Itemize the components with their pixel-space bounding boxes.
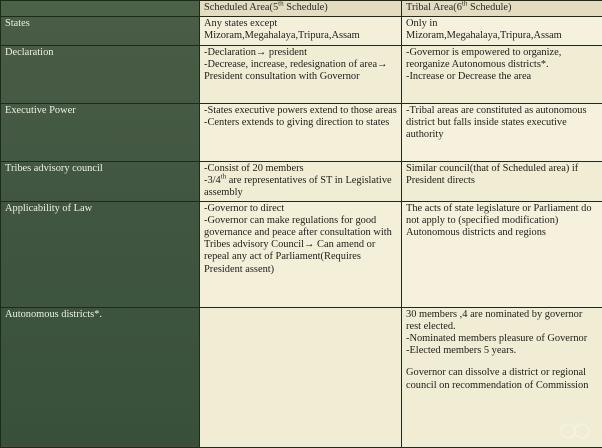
scheduled-autonomous-cell-empty [200, 307, 402, 447]
tribal-declaration-cell: -Governor is empowered to organize, reorganize Autonomous districts*. -Increase or Decrease the area [402, 46, 602, 104]
header-row [1, 1, 602, 17]
scheduled-tribes-cell: -Consist of 20 members -3/4th are representatives of ST in Legislative assembly [200, 162, 402, 202]
tribal-executive-cell: -Tribal areas are constituted as autonomous district but falls inside states executive authority [402, 104, 602, 162]
fraction-line: -3/4th are representatives of ST in Legislative assembly [204, 175, 398, 199]
table-row [1, 307, 602, 447]
row-label-executive-power: Executive Power [1, 104, 200, 162]
scheduled-applicability-cell: -Governor to direct -Governor can make regulations for good governance and peace after consultation with Tribes advisory Council→ Can amend or repeal any act of Parliament(Requires President assent) [200, 201, 402, 307]
tribal-states-cell: Only in Mizoram,Megahalaya,Tripura,Assam [402, 17, 602, 46]
row-label-autonomous-districts: Autonomous districts*. [1, 307, 200, 447]
tribal-autonomous-cell: 30 members ,4 are nominated by governor rest elected. -Nominated members pleasure of Governor -Elected members 5 years. Governor can dissolve a district or regional council on recommendation of Commission [402, 307, 602, 447]
scheduled-executive-cell: -States executive powers extend to those areas -Centers extends to giving direction to states [200, 104, 402, 162]
scheduled-states-cell: Any states except Mizoram,Megahalaya,Tripura,Assam [200, 17, 402, 46]
table-row [1, 46, 602, 104]
table-row [1, 104, 602, 162]
header-scheduled-area: Scheduled Area(5th Schedule) [200, 1, 402, 17]
scheduled-declaration-cell: -Declaration→ president -Decrease, increase, redesignation of area→ President consultation with Governor [200, 46, 402, 104]
table-row [1, 17, 602, 46]
header-tribal-area: Tribal Area(6th Schedule) [402, 1, 602, 17]
watermark-logo-icon [558, 421, 592, 441]
table-row [1, 201, 602, 307]
row-label-applicability-of-law: Applicability of Law [1, 201, 200, 307]
row-label-states: States [1, 17, 200, 46]
header-corner-cell [1, 1, 200, 17]
row-label-tribes-advisory-council: Tribes advisory council [1, 162, 200, 202]
table-row [1, 162, 602, 202]
row-label-declaration: Declaration [1, 46, 200, 104]
tribal-tribes-cell: Similar council(that of Scheduled area) if President directs [402, 162, 602, 202]
tribal-applicability-cell: The acts of state legislature or Parliament do not apply to (specified modification) Autonomous districts and regions [402, 201, 602, 307]
